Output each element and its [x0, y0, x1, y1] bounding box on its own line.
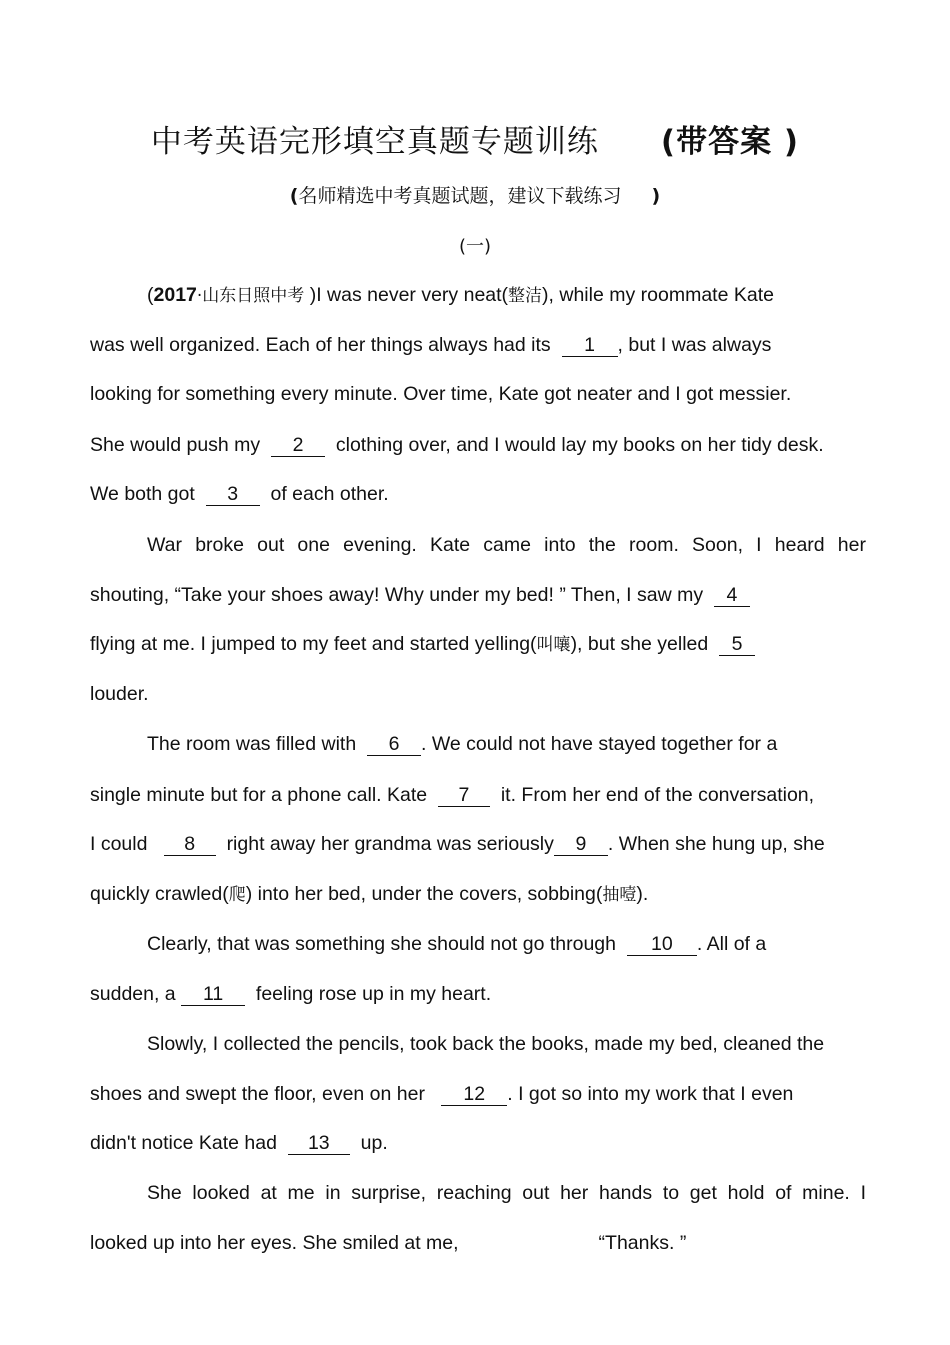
text-segment: up. [360, 1132, 388, 1154]
passage-line: She looked at me in surprise, reaching out her hands to get hold of mine. I [147, 1182, 866, 1204]
subtitle: (名师精选中考真题试题，建议下载练习 ) [289, 185, 661, 207]
passage-line [90, 981, 866, 1007]
text-segment: ), while my roommate Kate [542, 284, 774, 306]
text-segment: it. From her end of the conversation, [500, 784, 815, 806]
subtitle-text: 名师精选中考真题试题，建议下载练习 [298, 185, 622, 207]
blank-9: 9 [554, 833, 608, 856]
text-segment: feeling rose up in my heart. [255, 983, 492, 1005]
gloss: 叫嚷 [536, 635, 571, 655]
page-title [0, 116, 950, 161]
text-segment: Clearly, that was something she should not go through [147, 933, 616, 955]
passage-line [90, 1081, 866, 1107]
passage-line [147, 731, 866, 757]
passage-line: War broke out one evening. Kate came into the room. Soon, I heard her [147, 534, 866, 556]
text-segment: right away her grandma was seriously [226, 833, 554, 855]
passage-line [147, 931, 866, 957]
text-segment: ). [636, 883, 649, 905]
passage-line: Slowly, I collected the pencils, took back the books, made my bed, cleaned the [147, 1033, 825, 1055]
blank-6: 6 [367, 733, 421, 756]
text-segment: , but I was always [617, 334, 772, 356]
text-segment: . I got so into my work that I even [507, 1083, 794, 1105]
text-segment: looked up into her eyes. She smiled at me, [90, 1232, 459, 1254]
text-segment: ), but she yelled [570, 633, 709, 655]
passage-line: louder. [90, 683, 149, 705]
blank-11: 11 [181, 983, 245, 1006]
text-segment: )I was never very neat( [309, 284, 509, 306]
text-segment: clothing over, and I would lay my books on her tidy desk. [335, 434, 824, 456]
passage-line [90, 332, 866, 358]
blank-7: 7 [438, 784, 490, 807]
text-segment: flying at me. I jumped to my feet and started yelling( [90, 633, 537, 655]
gloss: 抽噎 [602, 885, 637, 905]
text-segment: “Thanks. ” [598, 1232, 687, 1254]
passage-line [90, 831, 866, 857]
passage-line [90, 881, 866, 908]
blank-13: 13 [288, 1132, 350, 1155]
text-segment: The room was filled with [147, 733, 357, 755]
blank-12: 12 [441, 1083, 507, 1106]
blank-8: 8 [164, 833, 216, 856]
passage-line: looking for something every minute. Over time, Kate got neater and I got messier. [90, 383, 792, 405]
title-answer-tag: (带答案 ) [660, 124, 800, 160]
text-segment: shoes and swept the floor, even on her [90, 1083, 425, 1105]
text-segment: quickly crawled( [90, 883, 229, 905]
passage-line [90, 1230, 866, 1256]
text-segment: was well organized. Each of her things always had its [90, 334, 551, 356]
blank-3: 3 [206, 483, 260, 506]
text-segment: I could [90, 833, 148, 855]
passage-line [90, 582, 866, 608]
source-place: ·山东日照中考 [196, 286, 305, 306]
blank-10: 10 [627, 933, 697, 956]
passage-line [90, 1130, 866, 1156]
blank-1: 1 [562, 334, 618, 357]
text-segment: sudden, a [90, 983, 176, 1005]
passage-line [90, 432, 866, 458]
title-main: 中考英语完形填空真题专题训练 [150, 124, 599, 160]
gloss: 爬 [228, 885, 246, 905]
text-segment: didn't notice Kate had [90, 1132, 277, 1154]
blank-4: 4 [714, 584, 750, 607]
text-segment: . When she hung up, she [607, 833, 825, 855]
passage-line [90, 782, 866, 808]
blank-5: 5 [719, 633, 755, 656]
text-segment: We both got [90, 483, 195, 505]
text-segment: . We could not have stayed together for a [421, 733, 778, 755]
section-number: (一) [458, 236, 492, 257]
text-segment: ) into her bed, under the covers, sobbing( [245, 883, 603, 905]
blank-2: 2 [271, 434, 325, 457]
passage-line [90, 481, 866, 507]
text-segment: of each other. [270, 483, 389, 505]
gloss: 整洁 [508, 286, 543, 306]
passage-line: (2017·山东日照中考 )I was never very neat(整洁), while my roommate Kate [147, 284, 774, 306]
text-segment: shouting, “Take your shoes away! Why under my bed! ” Then, I saw my [90, 584, 704, 606]
source-year: 2017 [153, 284, 197, 306]
text-segment: . All of a [696, 933, 767, 955]
passage-line [90, 631, 866, 658]
text-segment: single minute but for a phone call. Kate [90, 784, 428, 806]
text-segment: She would push my [90, 434, 261, 456]
